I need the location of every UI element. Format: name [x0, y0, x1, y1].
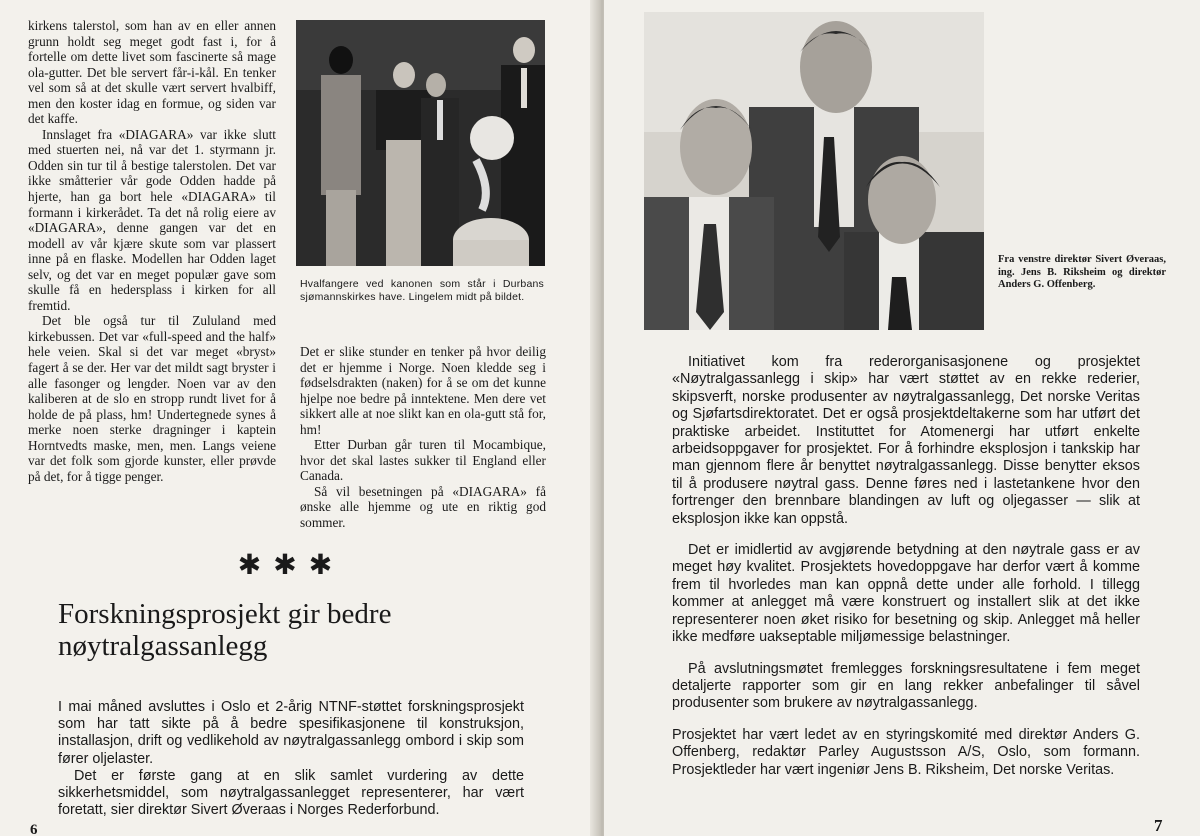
left-page [0, 0, 596, 836]
paragraph: På avslutningsmøtet fremlegges forskningsresultatene i fem meget detaljerte rapporter som gir en lang rekker anbefalinger til såvel produsenter som brukere av nøytralgassanlegg. [672, 660, 1140, 712]
paragraph: Etter Durban går turen til Mocambique, hvor det skal lastes sukker til England eller Canada. [300, 437, 546, 484]
paragraph: Prosjektet har vært ledet av en styringskomité med direktør Anders G. Offenberg, redaktør Parley Augustsson A/S, Oslo, som formann. Prosjektleder har vært ingeniør Jens B. Riksheim, Det norske Veritas. [672, 726, 1140, 778]
page-number: 6 [30, 822, 38, 836]
photo-caption: Fra venstre direktør Sivert Øveraas, ing. Jens B. Riksheim og direktør Anders G. Offenberg. [998, 254, 1166, 290]
paragraph: Det er imidlertid av avgjørende betydning at den nøytrale gass er av meget høy kvalitet. Prosjektets hovedoppgave har derfor vært å komme frem til hvorledes man kan oppnå dette under alle forhold. I tillegg kommer at anlegget må være konstruert og installert slik at det ikke representerer noen øket risiko for besetning og skip. Anlegget må heller ikke medføre uakseptable miljømessige belastninger. [672, 542, 1140, 646]
whalers-photo-illustration [296, 20, 545, 266]
page-number: 7 [1154, 816, 1163, 835]
paragraph: Det er slike stunder en tenker på hvor deilig det er hjemme i Norge. Noen kledde seg i fødselsdrakten (naken) for å se om det kunne hjelpe noe bedre på inntektene. Men dere vet sikkert alle at noe slikt kan en ola-gutt stå for, hm! [300, 344, 546, 437]
article-column-2 [300, 344, 546, 531]
paragraph: I mai måned avsluttes i Oslo et 2-årig NTNF-støttet forskningsprosjekt som har tatt sikte på å bedre spesifikasjonene til konstruksjon, installasjon, drift og vedlikehold av nøytralgassanlegg ombord i skip som fører oljelaster. [58, 699, 524, 767]
section-separator: ✱✱✱ [237, 548, 345, 581]
paragraph: Det er første gang at en slik samlet vurdering av dette sikkerhetsmiddel, som nøytralgassanlegget representerer, har vært foretatt, sier direktør Sivert Øveraas i Norges Rederforbund. [58, 767, 524, 819]
article-column-1 [28, 18, 276, 484]
directors-photo-illustration [644, 12, 984, 330]
paragraph: Så vil besetningen på «DIAGARA» få ønske alle hjemme og ute en riktig god sommer. [300, 483, 546, 531]
paragraph: Innslaget fra «DIAGARA» var ikke slutt med stuerten nei, nå var det 1. styrmann jr. Odden sin tur til å bestige talerstolen. Det var ikke småtterier vår gode Odden hadde på hjerte, han ga bort hele «DIAGARA» til formann i kirkerådet. Ta det nå rolig eiere av «DIAGARA», denne gangen var det en modell av vår kjære skute som var plassert inne på en flaske. Modellen har Odden laget selv, og det var en meget populær gave som skulle få en hedersplass i kirken for all fremtid. [28, 126, 276, 313]
directors-portrait-photo [644, 12, 984, 330]
article-intro [58, 699, 524, 819]
article-body [672, 354, 1140, 779]
article-headline: Forskningsprosjekt gir bedre nøytralgassanlegg [58, 598, 392, 662]
photo-caption: Hvalfangere ved kanonen som står i Durbans sjømannskirkes have. Lingelem midt på bildet. [300, 278, 544, 303]
paragraph: kirkens talerstol, som han av en eller annen grunn holdt seg meget godt fast i, for å fortelle om dette livet som fascinerte så mage ola-gutter. Det ble servert får-i-kål. En tenker vel som så at det skulle vært servert hvalbiff, men den koster idag en formue, og siden var det kaffe. [28, 18, 276, 127]
whalers-cannon-photo [296, 20, 545, 266]
paragraph: Initiativet kom fra rederorganisasjonene og prosjektet «Nøytralgassanlegg i skip» har vært støttet av en rekke rederier, skipsverft, norske produsenter av nøytralgassanlegg, Det norske Veritas og Sjøfartsdirektoratet. Det er også prosjektdeltakerne som har utført det praktiske arbeidet. Instituttet for Atomenergi har utført enkelte arbeidsoppgaver for prosjektet. For å forhindre eksplosjon i tankskip har man gjennom flere år benyttet nøytralgassanlegg. Disse benytter eksos til å produsere nøytral gass. Denne føres ned i lastetankene hvor den fortrenger den brennbare blandingen av luft og oljegasser — slik at eksplosjon ikke kan oppstå. [672, 354, 1140, 527]
paragraph: Det ble også tur til Zululand med kirkebussen. Det var «full-speed and the half» hele veien. Skal si det var meget «bryst» fagert å se der. Her var det mildt sagt bryster i alle fasonger og lengder. Noen var av den kaliberen at de slo en stropp rundt livet for å holde de på plass, hm! Undertegnede synes å merke noen sterke dragninger i kaptein Horntvedts maske, men, men. Langs veiene var det folk som gjorde kunster, eller prøvde på det, for å tigge penger. [28, 313, 276, 484]
